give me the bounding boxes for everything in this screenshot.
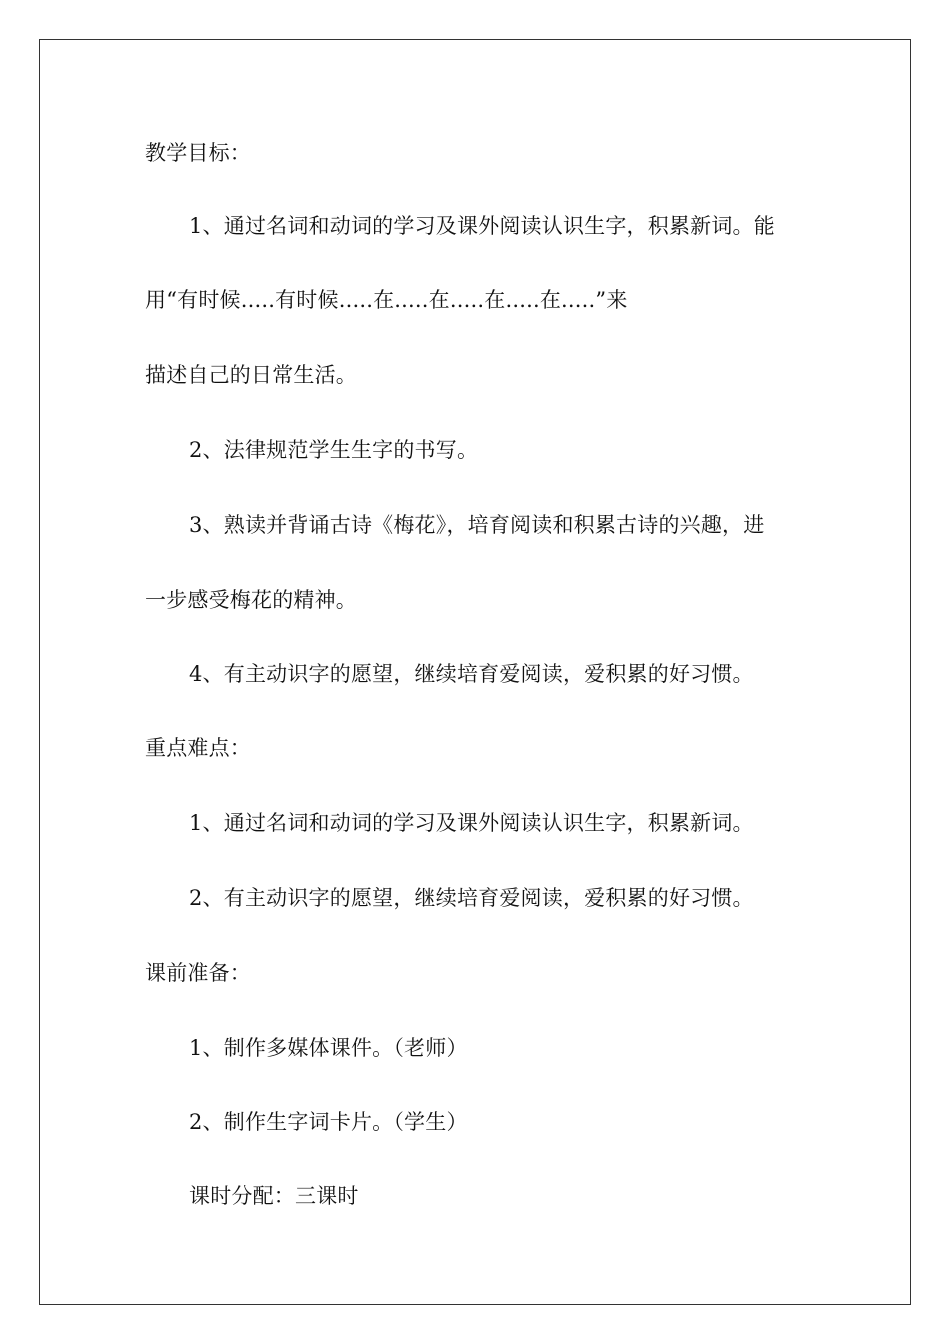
class-hours: 课时分配：三课时 <box>189 1184 359 1208</box>
goal-4: 4、有主动识字的愿望，继续培育爱阅读，爱积累的好习惯。 <box>189 662 754 686</box>
heading-key-points: 重点难点： <box>145 736 251 760</box>
preparation-1: 1、制作多媒体课件。（老师） <box>189 1036 468 1060</box>
preparation-2: 2、制作生字词卡片。（学生） <box>189 1110 468 1134</box>
goal-1-line-3: 描述自己的日常生活。 <box>145 363 357 387</box>
key-point-2: 2、有主动识字的愿望，继续培育爱阅读，爱积累的好习惯。 <box>189 886 754 910</box>
goal-2: 2、法律规范学生生字的书写。 <box>189 438 479 462</box>
heading-teaching-goals: 教学目标： <box>145 141 251 165</box>
goal-1-line-1: 1、通过名词和动词的学习及课外阅读认识生字，积累新词。能 <box>189 214 775 238</box>
heading-preparation: 课前准备： <box>145 961 251 985</box>
key-point-1: 1、通过名词和动词的学习及课外阅读认识生字，积累新词。 <box>189 811 754 835</box>
goal-3-line-1: 3、熟读并背诵古诗《梅花》，培育阅读和积累古诗的兴趣，进 <box>189 513 765 537</box>
goal-3-line-2: 一步感受梅花的精神。 <box>145 588 357 612</box>
goal-1-line-2: 用“有时候.....有时候.....在.....在.....在.....在.....”来 <box>145 288 628 312</box>
